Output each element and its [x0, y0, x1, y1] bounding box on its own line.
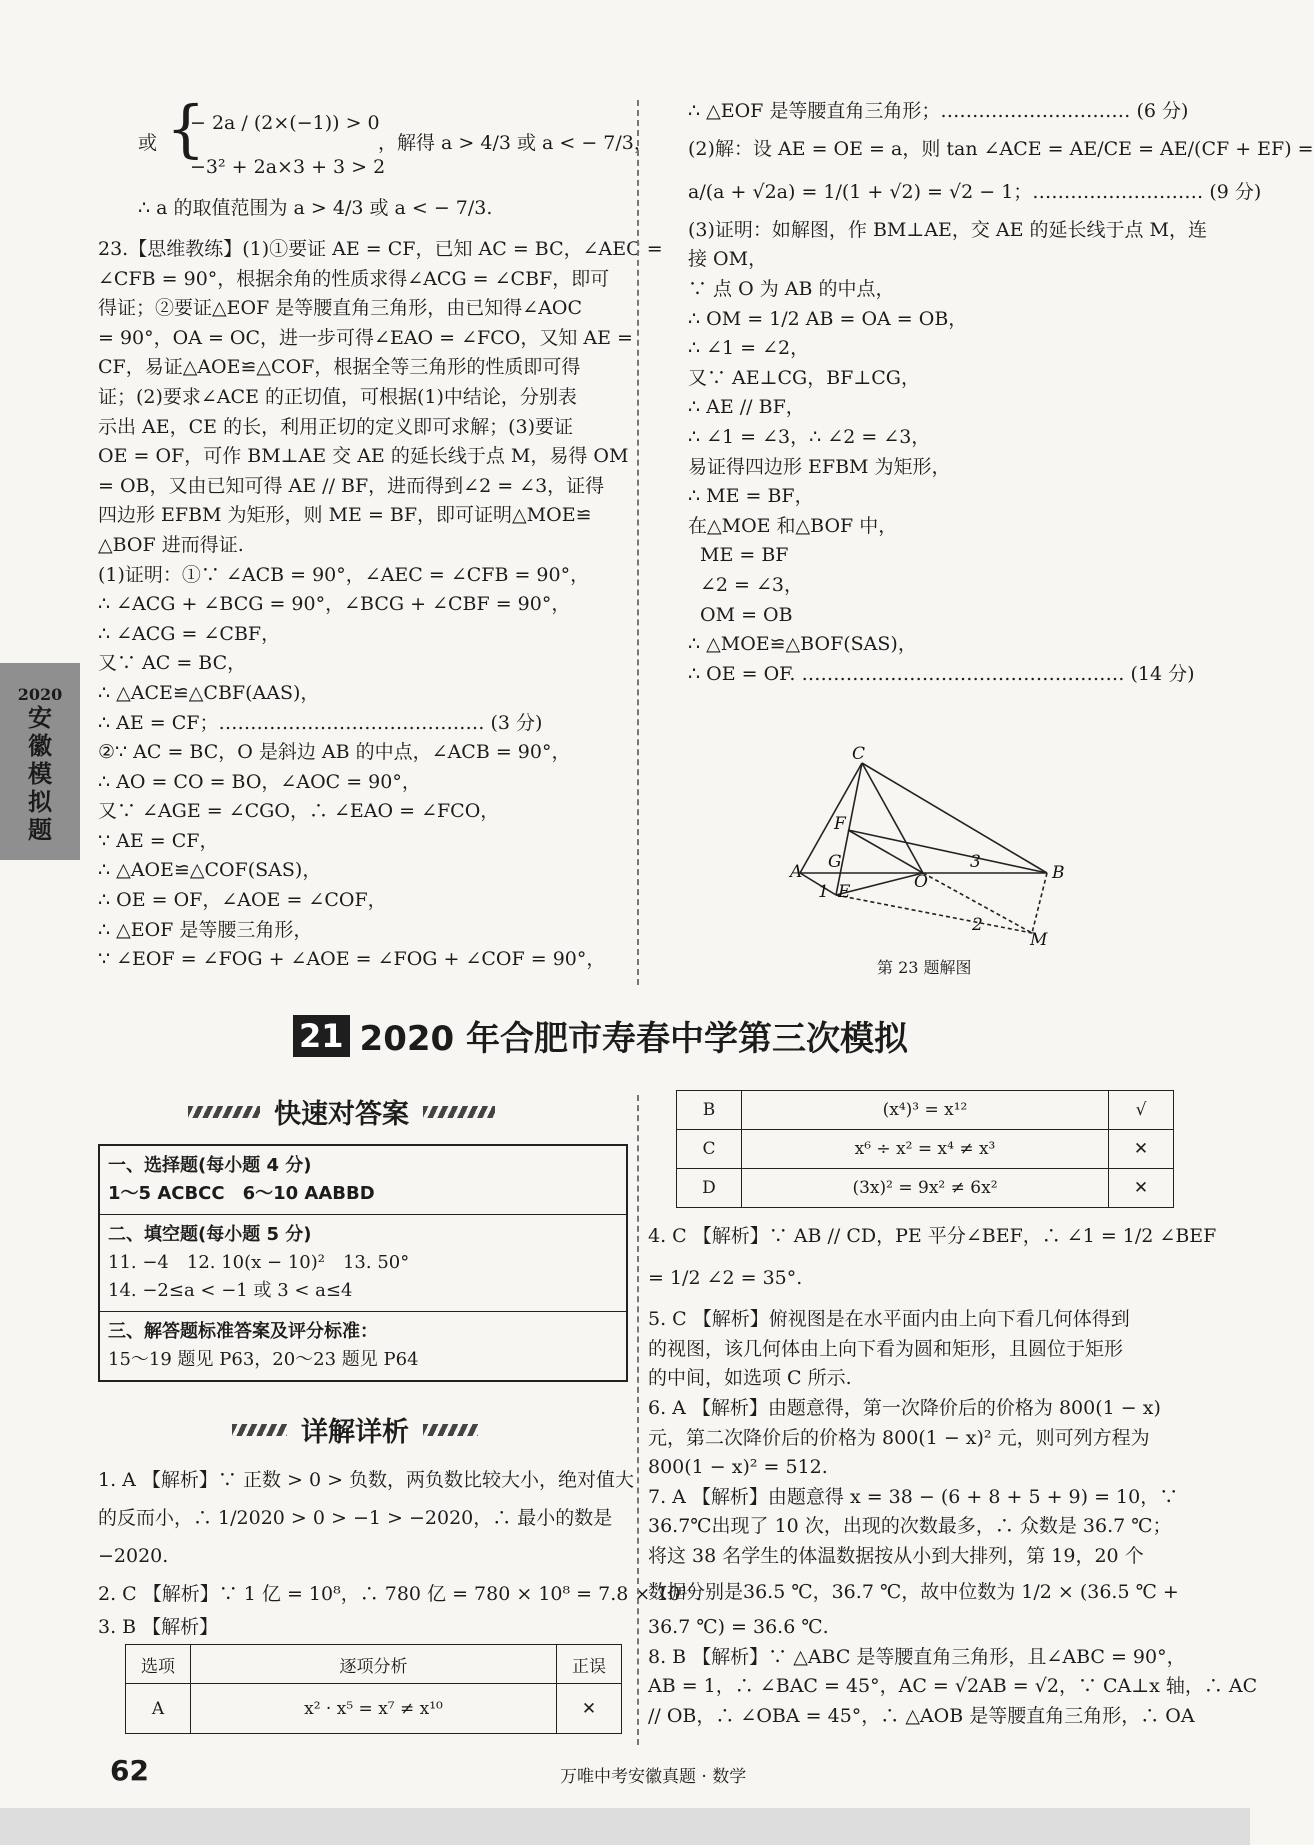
section-title — [293, 1011, 908, 1060]
text-line: 的反而小，∴ 1/2020 > 0 > −1 > −2020，∴ 最小的数是 — [98, 1507, 613, 1529]
footer-text: 万唯中考安徽真题 · 数学 — [560, 1767, 747, 1787]
text-line: ME = BF — [700, 544, 789, 567]
text-line: 在△MOE 和△BOF 中， — [688, 514, 898, 537]
side-tab-year: 2020 — [17, 685, 63, 704]
seg-CB — [862, 763, 1047, 873]
text-line: −2020. — [98, 1545, 169, 1567]
text-line: CF，易证△AOE≌△COF，根据全等三角形的性质即可得 — [98, 356, 581, 379]
text-line: ∴ △MOE≌△BOF(SAS)， — [688, 633, 917, 656]
option-table-right — [676, 1090, 1174, 1208]
text-line: 800(1 − x)² = 512. — [648, 1456, 828, 1479]
range-line: ∴ a 的取值范围为 a > 4/3 或 a < − 7/3. — [138, 197, 493, 219]
table-cell: x⁶ ÷ x² = x⁴ ≠ x³ — [742, 1130, 1109, 1169]
option-table-left — [125, 1644, 622, 1734]
seg-FB — [848, 830, 1047, 873]
text-line: OE = OF，可作 BM⊥AE 交 AE 的延长线于点 M，易得 OM — [98, 445, 629, 468]
label-M: M — [1030, 930, 1048, 950]
text-line: ∴ ∠1 = ∠3，∴ ∠2 = ∠3， — [688, 425, 931, 448]
stripes-decoration — [423, 1106, 495, 1118]
text-line: 4. C 【解析】∵ AB // CD，PE 平分∠BEF，∴ ∠1 = 1/2 ∠BEF — [648, 1225, 1217, 1247]
text-line: 2. C 【解析】∵ 1 亿 = 10⁸，∴ 780 亿 = 780 × 10⁸ = 7.8 × 10¹⁰. — [98, 1583, 702, 1605]
table-cell: √ — [1109, 1091, 1174, 1130]
label-3: 3 — [970, 852, 981, 872]
text-line: 证；(2)要求∠ACE 的正切值，可根据(1)中结论，分别表 — [98, 385, 577, 408]
text-line: 又∵ AC = BC， — [98, 652, 247, 675]
text-line: ∴ ∠ACG + ∠BCG = 90°，∠BCG + ∠CBF = 90°， — [98, 593, 571, 616]
label-A: A — [790, 862, 803, 882]
text-line: 又∵ ∠AGE = ∠CGO，∴ ∠EAO = ∠FCO， — [98, 800, 500, 823]
table-cell: D — [677, 1169, 742, 1208]
text-line: ∴ AE // BF， — [688, 396, 805, 419]
text-line: 元，第二次降价后的价格为 800(1 − x)² 元，则可列方程为 — [648, 1426, 1150, 1449]
text-line: ∴ AE = CF；…………………………………… (3 分) — [98, 711, 543, 734]
table-header: 正误 — [557, 1645, 622, 1684]
text-line: 得证；②要证△EOF 是等腰直角三角形，由已知得∠AOC — [98, 297, 583, 320]
label-E: E — [838, 882, 851, 902]
text-line: ②∵ AC = BC，O 是斜边 AB 的中点，∠ACB = 90°， — [98, 741, 571, 764]
text-line: ∴ OM = 1/2 AB = OA = OB， — [688, 307, 968, 330]
seg-BM — [1032, 873, 1047, 933]
text-line: 1. A 【解析】∵ 正数 > 0 > 负数，两负数比较大小，绝对值大 — [98, 1469, 635, 1491]
label-2: 2 — [972, 915, 983, 935]
text-line: ∠2 = ∠3， — [700, 573, 804, 596]
text-line: ∴ OE = OF，∠AOE = ∠COF， — [98, 889, 387, 912]
system-line-2: −3² + 2a×3 + 3 > 2 — [190, 156, 386, 178]
detail-heading: 详解详析 — [232, 1410, 478, 1449]
side-tab-char: 题 — [28, 816, 52, 844]
text-line: ∵ 点 O 为 AB 的中点， — [688, 277, 895, 300]
text-line: 36.7 ℃) = 36.6 ℃. — [648, 1616, 829, 1639]
text-line: ∴ AO = CO = BO，∠AOC = 90°， — [98, 770, 421, 793]
section-number: 21 — [293, 1015, 350, 1057]
side-tab-char: 徽 — [28, 732, 52, 760]
text-line: 36.7℃出现了 10 次，出现的次数最多，∴ 众数是 36.7 ℃； — [648, 1515, 1172, 1538]
text-line: 3. B 【解析】 — [98, 1616, 219, 1638]
text-line: = 1/2 ∠2 = 35°. — [648, 1266, 803, 1289]
side-tab-char: 拟 — [28, 788, 52, 816]
label-C: C — [852, 744, 866, 764]
text-line: ∴ △AOE≌△COF(SAS)， — [98, 859, 322, 882]
detail-answers-right — [648, 1222, 1258, 1732]
text-line: 接 OM， — [688, 248, 768, 271]
text-line: ∵ ∠EOF = ∠FOG + ∠AOE = ∠FOG + ∠COF = 90°， — [98, 948, 606, 971]
table-cell: x² · x⁵ = x⁷ ≠ x¹⁰ — [191, 1684, 557, 1734]
text-line: = OB，又由已知可得 AE // BF，进而得到∠2 = ∠3，证得 — [98, 474, 605, 497]
footer-bar — [0, 1808, 1250, 1845]
table-cell: C — [677, 1130, 742, 1169]
text-line: 的中间，如选项 C 所示. — [648, 1367, 852, 1390]
q23-solution-cont — [688, 97, 1314, 689]
table-cell: B — [677, 1091, 742, 1130]
system-line-1: − 2a / (2×(−1)) > 0 — [190, 112, 380, 134]
text-line: 5. C 【解析】俯视图是在水平面内由上向下看几何体得到 — [648, 1308, 1130, 1331]
label-B: B — [1052, 863, 1065, 883]
stripes-decoration — [423, 1424, 478, 1436]
quick-row: 一、选择题(每小题 4 分) 1～5 ACBCC 6～10 AABBD — [100, 1146, 626, 1215]
side-tab — [0, 663, 80, 860]
text-line: = 90°，OA = OC，进一步可得∠EAO = ∠FCO，又知 AE = — [98, 326, 633, 349]
table-cell: (3x)² = 9x² ≠ 6x² — [742, 1169, 1109, 1208]
label-O: O — [914, 872, 928, 892]
table-cell: ✕ — [557, 1684, 622, 1734]
text-line: 数据分别是36.5 ℃，36.7 ℃，故中位数为 1/2 × (36.5 ℃ + — [648, 1580, 1179, 1603]
text-line: ∴ OE = OF. …………………………………………… (14 分) — [688, 662, 1195, 685]
text-line: ∴ ∠1 = ∠2， — [688, 337, 810, 360]
quick-row: 二、填空题(每小题 5 分) 11. −4 12. 10(x − 10)² 13. 50° 14. −2≤a < −1 或 3 < a≤4 — [100, 1215, 626, 1312]
text-line: (1)证明：①∵ ∠ACB = 90°，∠AEC = ∠CFB = 90°， — [98, 563, 590, 586]
stripes-decoration — [188, 1106, 260, 1118]
text-line: ∴ ∠ACG = ∠CBF， — [98, 622, 281, 645]
table-cell: ✕ — [1109, 1169, 1174, 1208]
side-tab-char: 模 — [28, 760, 52, 788]
detail-answers-left — [98, 1461, 702, 1641]
seg-CO — [862, 763, 923, 873]
text-line: 7. A 【解析】由题意得 x = 38 − (6 + 8 + 5 + 9) = 10，∵ — [648, 1485, 1179, 1508]
brace-icon: { — [166, 92, 206, 165]
text-line: OM = OB — [700, 603, 793, 626]
text-line: ∴ △EOF 是等腰三角形， — [98, 918, 313, 941]
text-line: 易证得四边形 EFBM 为矩形， — [688, 455, 951, 478]
system-or: 或 — [138, 132, 158, 154]
system-solve: ，解得 a > 4/3 或 a < − 7/3， — [378, 132, 653, 154]
quick-answer-box — [98, 1144, 628, 1382]
text-line: 又∵ AE⊥CG，BF⊥CG， — [688, 366, 920, 389]
quick-answer-heading: 快速对答案 — [188, 1092, 495, 1131]
text-line: (3)证明：如解图，作 BM⊥AE，交 AE 的延长线于点 M，连 — [688, 218, 1207, 241]
text-line: ∴ △ACE≌△CBF(AAS)， — [98, 681, 320, 704]
text-line: ∴ ME = BF， — [688, 485, 814, 508]
label-F: F — [834, 814, 846, 834]
text-line: 的视图，该几何体由上向下看为圆和矩形，且圆位于矩形 — [648, 1337, 1124, 1360]
column-divider — [637, 1095, 639, 1745]
text-line: 6. A 【解析】由题意得，第一次降价后的价格为 800(1 − x) — [648, 1396, 1161, 1419]
section-title-text: 2020 年合肥市寿春中学第三次模拟 — [359, 1019, 908, 1059]
label-1: 1 — [818, 882, 829, 902]
text-line: 将这 38 名学生的体温数据按从小到大排列，第 19，20 个 — [648, 1544, 1144, 1567]
column-divider — [637, 100, 639, 985]
text-line: △BOF 进而得证. — [98, 533, 244, 556]
quick-row: 三、解答题标准答案及评分标准： 15～19 题见 P63，20～23 题见 P64 — [108, 1321, 419, 1370]
text-line: a/(a + √2a) = 1/(1 + √2) = √2 − 1；……………………… (9 分) — [688, 181, 1262, 204]
table-cell: A — [126, 1684, 191, 1734]
text-line: 示出 AE，CE 的长，利用正切的定义即可求解；(3)要证 — [98, 415, 573, 438]
text-line: 四边形 EFBM 为矩形，则 ME = BF，即可证明△MOE≌ — [98, 504, 592, 527]
text-line: // OB，∴ ∠OBA = 45°，∴ △AOB 是等腰直角三角形，∴ OA — [648, 1704, 1195, 1727]
seg-EM — [836, 895, 1032, 933]
side-tab-char: 安 — [28, 704, 52, 732]
text-line: 23.【思维教练】(1)①要证 AE = CF，已知 AC = BC，∠AEC = — [98, 238, 663, 260]
stripes-decoration — [232, 1424, 287, 1436]
q23-solution — [98, 235, 663, 975]
text-line: ∵ AE = CF， — [98, 829, 219, 852]
table-cell: (x⁴)³ = x¹² — [742, 1091, 1109, 1130]
table-header: 选项 — [126, 1645, 191, 1684]
text-line: 8. B 【解析】∵ △ABC 是等腰直角三角形，且∠ABC = 90°， — [648, 1645, 1186, 1668]
table-cell: ✕ — [1109, 1130, 1174, 1169]
text-line: ∴ △EOF 是等腰直角三角形；………………………… (6 分) — [688, 100, 1189, 122]
text-line: ∠CFB = 90°，根据余角的性质求得∠ACG = ∠CBF，即可 — [98, 267, 610, 290]
geometry-figure — [790, 745, 1080, 950]
text-line: (2)解：设 AE = OE = a，则 tan ∠ACE = AE/CE = AE/(CF + EF) = — [688, 137, 1314, 160]
page-number: 62 — [110, 1754, 149, 1787]
table-header: 逐项分析 — [191, 1645, 557, 1684]
label-G: G — [828, 852, 842, 872]
figure-caption: 第 23 题解图 — [877, 958, 972, 977]
text-line: AB = 1，∴ ∠BAC = 45°，AC = √2AB = √2，∵ CA⊥x 轴，∴ AC — [648, 1675, 1258, 1698]
